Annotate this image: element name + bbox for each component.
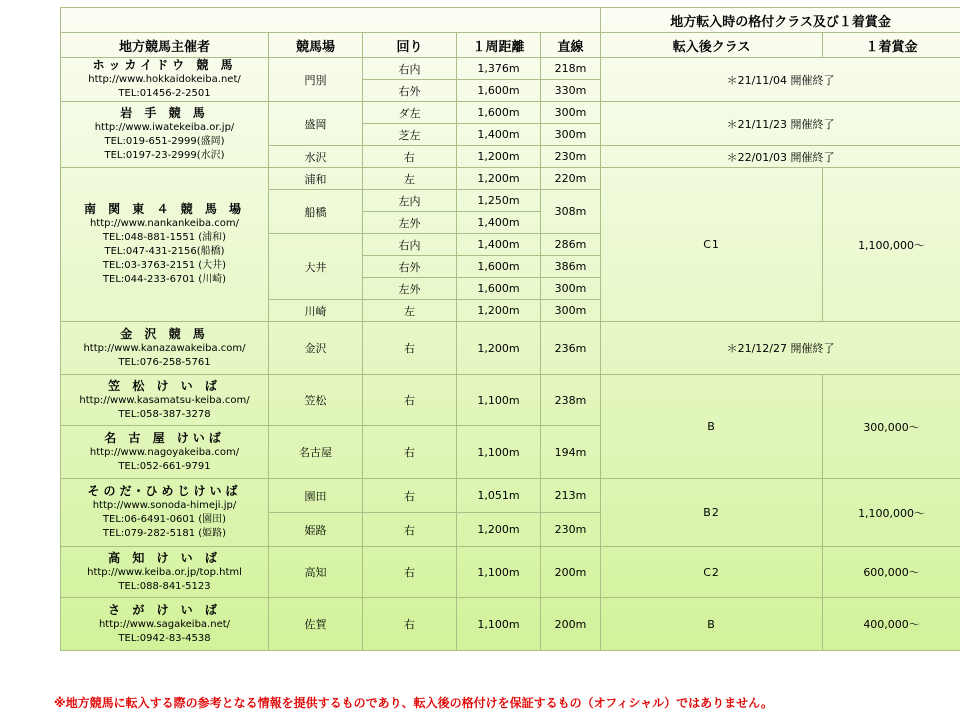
prize-cell: 1,100,000～ — [823, 479, 960, 547]
organizer-cell — [61, 375, 269, 426]
straight-cell: 308m — [541, 190, 601, 234]
organizer-name: 笠 松 け い ば — [108, 378, 221, 393]
organizer-cell — [61, 168, 269, 322]
turn-cell: 右外 — [363, 256, 457, 278]
straight-cell: 238m — [541, 375, 601, 426]
turn-cell: 右 — [363, 375, 457, 426]
straight-cell: 218m — [541, 58, 601, 80]
track-cell: 金沢 — [269, 322, 363, 375]
organizer-cell — [61, 322, 269, 375]
tel-line: TEL:052-661-9791 — [118, 460, 211, 472]
distance-cell: 1,600m — [457, 80, 541, 102]
organizer-url[interactable]: http://www.hokkaidokeiba.net/ — [88, 74, 241, 85]
distance-cell: 1,100m — [457, 598, 541, 651]
organizer-name: 高 知 け い ば — [108, 550, 221, 565]
track-cell: 浦和 — [269, 168, 363, 190]
class-cell: B — [601, 598, 823, 651]
col-header-straight: 直線 — [541, 33, 601, 58]
turn-cell: 右 — [363, 146, 457, 168]
organizer-tel — [61, 135, 268, 163]
straight-cell: 300m — [541, 102, 601, 124]
track-cell: 川崎 — [269, 300, 363, 322]
status-cell: ＊21/12/27 開催終了 — [601, 322, 960, 375]
distance-cell: 1,600m — [457, 102, 541, 124]
track-cell: 高知 — [269, 547, 363, 598]
track-cell: 笠松 — [269, 375, 363, 426]
straight-cell: 300m — [541, 124, 601, 146]
distance-cell: 1,100m — [457, 426, 541, 479]
organizer-url[interactable]: http://www.iwatekeiba.or.jp/ — [94, 122, 235, 133]
organizer-tel — [61, 460, 268, 474]
organizer-tel — [61, 632, 268, 646]
tel-line: TEL:047-431-2156(船橋) — [104, 246, 225, 257]
distance-cell: 1,200m — [457, 322, 541, 375]
organizer-name: 岩 手 競 馬 — [120, 106, 209, 120]
class-cell: C2 — [601, 547, 823, 598]
tel-line: TEL:044-233-6701 (川崎) — [102, 274, 227, 285]
table-row — [61, 322, 960, 375]
turn-cell: ダ左 — [363, 102, 457, 124]
organizer-tel — [61, 580, 268, 594]
straight-cell: 194m — [541, 426, 601, 479]
organizer-url[interactable]: http://www.sonoda-himeji.jp/ — [92, 500, 237, 511]
track-cell: 水沢 — [269, 146, 363, 168]
straight-cell: 213m — [541, 479, 601, 513]
organizer-cell — [61, 58, 269, 102]
organizer-tel — [61, 513, 268, 541]
class-cell: B — [601, 375, 823, 479]
tel-line: TEL:0942-83-4538 — [118, 632, 211, 644]
straight-cell: 386m — [541, 256, 601, 278]
distance-cell: 1,200m — [457, 168, 541, 190]
organizer-cell — [61, 547, 269, 598]
straight-cell: 236m — [541, 322, 601, 375]
distance-cell: 1,600m — [457, 278, 541, 300]
table-row — [61, 598, 960, 651]
distance-cell: 1,100m — [457, 375, 541, 426]
class-cell: C1 — [601, 168, 823, 322]
tel-line: TEL:06-6491-0601 (園田) — [102, 514, 227, 525]
header-columns-row — [61, 33, 960, 58]
turn-cell: 右 — [363, 547, 457, 598]
organizer-url[interactable]: http://www.nankankeiba.com/ — [89, 218, 240, 229]
distance-cell: 1,600m — [457, 256, 541, 278]
prize-cell: 600,000～ — [823, 547, 960, 598]
distance-cell: 1,400m — [457, 124, 541, 146]
track-cell: 盛岡 — [269, 102, 363, 146]
distance-cell: 1,100m — [457, 547, 541, 598]
organizer-name: ホッカイドウ 競 馬 — [92, 58, 237, 72]
prize-cell: 300,000～ — [823, 375, 960, 479]
organizer-cell — [61, 102, 269, 168]
tel-line: TEL:058-387-3278 — [118, 408, 211, 420]
turn-cell: 右内 — [363, 234, 457, 256]
prize-cell: 400,000～ — [823, 598, 960, 651]
status-cell: ＊22/01/03 開催終了 — [601, 146, 960, 168]
tel-line: TEL:048-881-1551 (浦和) — [102, 232, 227, 243]
col-header-distance: １周距離 — [457, 33, 541, 58]
turn-cell: 右 — [363, 598, 457, 651]
col-header-prize: １着賞金 — [823, 33, 960, 58]
distance-cell: 1,400m — [457, 212, 541, 234]
distance-cell: 1,250m — [457, 190, 541, 212]
organizer-url[interactable]: http://www.kasamatsu-keiba.com/ — [79, 394, 250, 406]
track-cell: 姫路 — [269, 513, 363, 547]
organizer-name: さ が け い ば — [108, 602, 221, 617]
distance-cell: 1,376m — [457, 58, 541, 80]
table-row — [61, 479, 960, 513]
organizer-url[interactable]: http://www.nagoyakeiba.com/ — [89, 446, 240, 458]
organizer-name: 金 沢 競 馬 — [120, 326, 209, 341]
straight-cell: 200m — [541, 598, 601, 651]
organizer-url[interactable]: http://www.sagakeiba.net/ — [98, 618, 231, 630]
tel-line: TEL:03-3763-2151 (大井) — [102, 260, 227, 271]
track-cell: 船橋 — [269, 190, 363, 234]
turn-cell: 左外 — [363, 278, 457, 300]
straight-cell: 300m — [541, 278, 601, 300]
turn-cell: 右内 — [363, 58, 457, 80]
distance-cell: 1,051m — [457, 479, 541, 513]
tel-line: TEL:0197-23-2999(水沢) — [104, 150, 225, 161]
track-cell: 大井 — [269, 234, 363, 300]
prize-cell: 1,100,000～ — [823, 168, 960, 322]
col-header-track: 競馬場 — [269, 33, 363, 58]
turn-cell: 左 — [363, 300, 457, 322]
col-header-class: 転入後クラス — [601, 33, 823, 58]
tel-line: TEL:019-651-2999(盛岡) — [104, 136, 225, 147]
organizer-name: 名 古 屋 けいば — [104, 430, 225, 445]
turn-cell: 左内 — [363, 190, 457, 212]
organizer-cell — [61, 479, 269, 547]
track-cell: 名古屋 — [269, 426, 363, 479]
header-blank-cell — [61, 8, 601, 33]
table-row — [61, 102, 960, 124]
tel-line: TEL:088-841-5123 — [118, 580, 211, 592]
turn-cell: 右 — [363, 479, 457, 513]
header-group-row — [61, 8, 960, 33]
transfer-class-table — [60, 7, 960, 651]
status-cell: ＊21/11/23 開催終了 — [601, 102, 960, 146]
organizer-url[interactable]: http://www.keiba.or.jp/top.html — [87, 566, 242, 578]
organizer-cell — [61, 598, 269, 651]
track-cell: 園田 — [269, 479, 363, 513]
track-cell: 佐賀 — [269, 598, 363, 651]
organizer-name: 南 関 東 ４ 競 馬 場 — [83, 202, 246, 216]
turn-cell: 左 — [363, 168, 457, 190]
table-row — [61, 547, 960, 598]
straight-cell: 300m — [541, 300, 601, 322]
organizer-url[interactable]: http://www.kanazawakeiba.com/ — [83, 342, 246, 354]
straight-cell: 200m — [541, 547, 601, 598]
tel-line: TEL:01456-2-2501 — [118, 88, 211, 99]
distance-cell: 1,200m — [457, 513, 541, 547]
status-cell: ＊21/11/04 開催終了 — [601, 58, 960, 102]
tel-line: TEL:079-282-5181 (姫路) — [102, 528, 227, 539]
disclaimer-note: ※地方競馬に転入する際の参考となる情報を提供するものであり、転入後の格付けを保証するもの（オフィシャル）ではありません。 — [54, 696, 773, 710]
distance-cell: 1,200m — [457, 146, 541, 168]
straight-cell: 230m — [541, 146, 601, 168]
straight-cell: 330m — [541, 80, 601, 102]
organizer-tel — [61, 87, 268, 101]
table-row — [61, 168, 960, 190]
organizer-cell — [61, 426, 269, 479]
table-row — [61, 375, 960, 426]
distance-cell: 1,400m — [457, 234, 541, 256]
organizer-tel — [61, 356, 268, 370]
header-group-title: 地方転入時の格付クラス及び１着賞金 — [601, 8, 960, 33]
turn-cell: 右 — [363, 513, 457, 547]
track-cell: 門別 — [269, 58, 363, 102]
table-row — [61, 58, 960, 80]
straight-cell: 286m — [541, 234, 601, 256]
col-header-turn: 回り — [363, 33, 457, 58]
turn-cell: 右 — [363, 426, 457, 479]
turn-cell: 右 — [363, 322, 457, 375]
class-cell: B2 — [601, 479, 823, 547]
organizer-tel — [61, 408, 268, 422]
turn-cell: 芝左 — [363, 124, 457, 146]
turn-cell: 左外 — [363, 212, 457, 234]
organizer-name: そのだ･ひめじけいば — [87, 484, 242, 498]
tel-line: TEL:076-258-5761 — [118, 356, 211, 368]
organizer-tel — [61, 231, 268, 287]
col-header-organizer: 地方競馬主催者 — [61, 33, 269, 58]
distance-cell: 1,200m — [457, 300, 541, 322]
turn-cell: 右外 — [363, 80, 457, 102]
straight-cell: 220m — [541, 168, 601, 190]
straight-cell: 230m — [541, 513, 601, 547]
